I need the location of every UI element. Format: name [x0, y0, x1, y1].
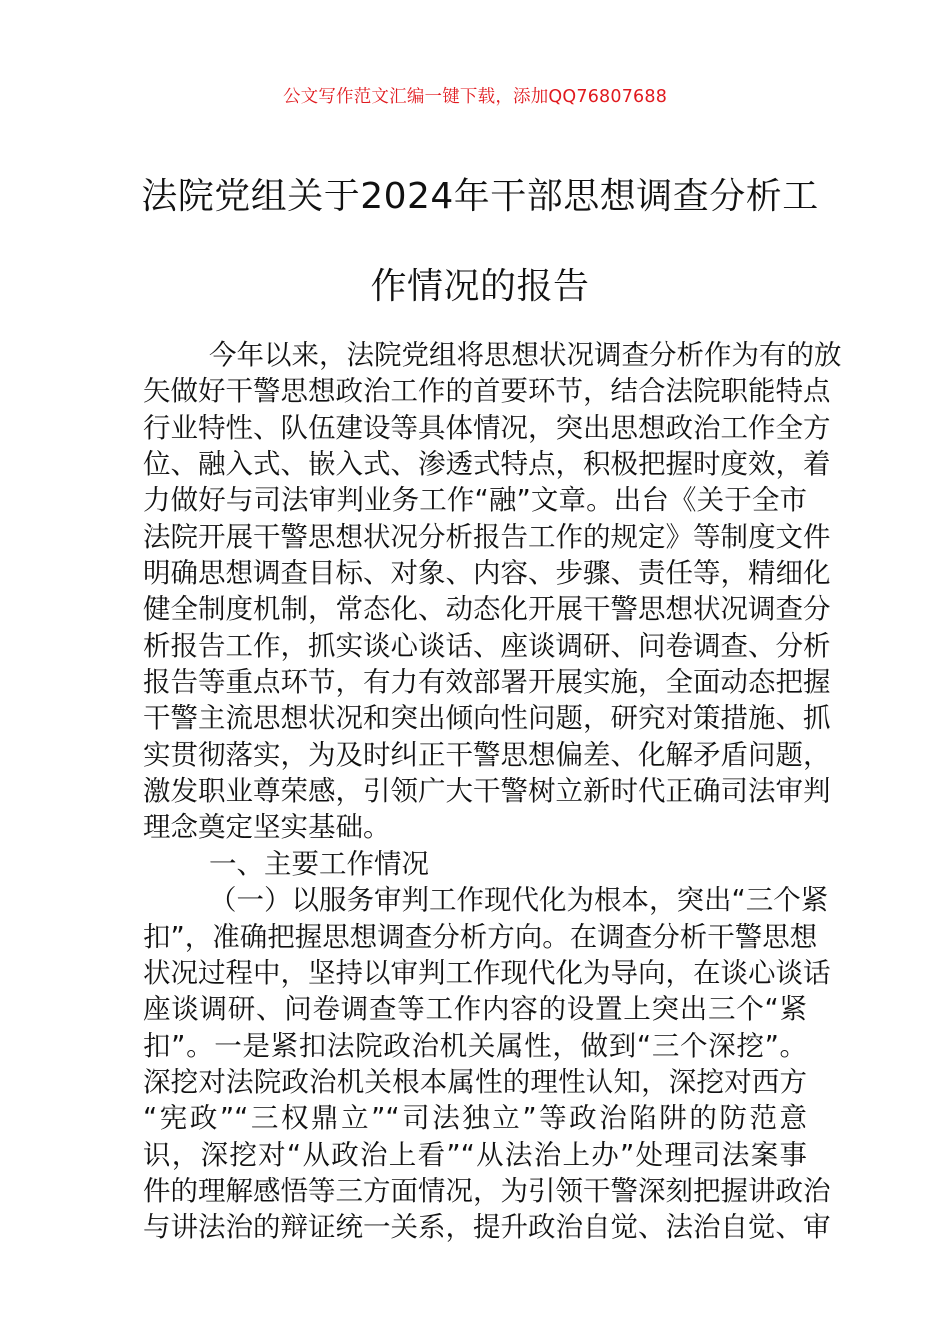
body-line: 激发职业尊荣感，引领广大干警树立新时代正确司法审判: [143, 775, 831, 808]
body-line: 座谈调研、问卷调查等工作内容的设置上突出三个“紧: [143, 993, 807, 1026]
body-line: 扣”。一是紧扣法院政治机关属性，做到“三个深挖”。: [143, 1029, 807, 1062]
document-title: [140, 152, 820, 332]
body-line: 识，深挖对“从政治上看”“从法治上办”处理司法案事: [143, 1138, 807, 1171]
document-body: [143, 337, 842, 1246]
subsection-heading: （一）以服务审判工作现代化为根本，突出“三个紧: [209, 884, 829, 917]
body-line: 深挖对法院政治机关根本属性的理性认知，深挖对西方: [143, 1065, 807, 1098]
title-line-2: 作情况的报告: [370, 266, 590, 307]
body-line: 力做好与司法审判业务工作“融”文章。出台《关于全市: [143, 484, 807, 517]
body-line: 法院开展干警思想状况分析报告工作的规定》等制度文件: [143, 520, 831, 553]
body-line: 明确思想调查目标、对象、内容、步骤、责任等，精细化: [143, 557, 831, 590]
body-line: 析报告工作，抓实谈心谈话、座谈调研、问卷调查、分析: [143, 629, 831, 662]
body-line: 健全制度机制，常态化、动态化开展干警思想状况调查分: [143, 593, 831, 626]
download-watermark: 公文写作范文汇编一键下载，添加QQ76807688: [282, 87, 668, 107]
body-line: 报告等重点环节，有力有效部署开展实施，全面动态把握: [143, 666, 831, 699]
body-line: 行业特性、队伍建设等具体情况，突出思想政治工作全方: [143, 411, 831, 444]
body-line: 理念奠定坚实基础。: [143, 811, 391, 844]
body-line: 状况过程中，坚持以审判工作现代化为导向，在谈心谈话: [143, 956, 831, 989]
body-line: 与讲法治的辩证统一关系，提升政治自觉、法治自觉、审: [143, 1211, 831, 1244]
section-heading: 一、主要工作情况: [209, 847, 429, 880]
title-line-1: 法院党组关于2024年干部思想调查分析工: [141, 176, 819, 217]
body-line: 干警主流思想状况和突出倾向性问题，研究对策措施、抓: [143, 702, 831, 735]
body-line: 件的理解感悟等三方面情况，为引领干警深刻把握讲政治: [143, 1174, 831, 1207]
body-line: 扣”，准确把握思想调查分析方向。在调查分析干警思想: [143, 920, 818, 953]
body-line: 今年以来，法院党组将思想状况调查分析作为有的放: [209, 339, 842, 371]
body-line: 实贯彻落实，为及时纠正干警思想偏差、化解矛盾问题，: [143, 738, 831, 771]
body-line: “宪政”“三权鼎立”“司法独立”等政治陷阱的防范意: [143, 1102, 807, 1135]
body-line: 位、融入式、嵌入式、渗透式特点，积极把握时度效，着: [143, 448, 831, 481]
body-line: 矢做好干警思想政治工作的首要环节，结合法院职能特点: [143, 375, 831, 408]
